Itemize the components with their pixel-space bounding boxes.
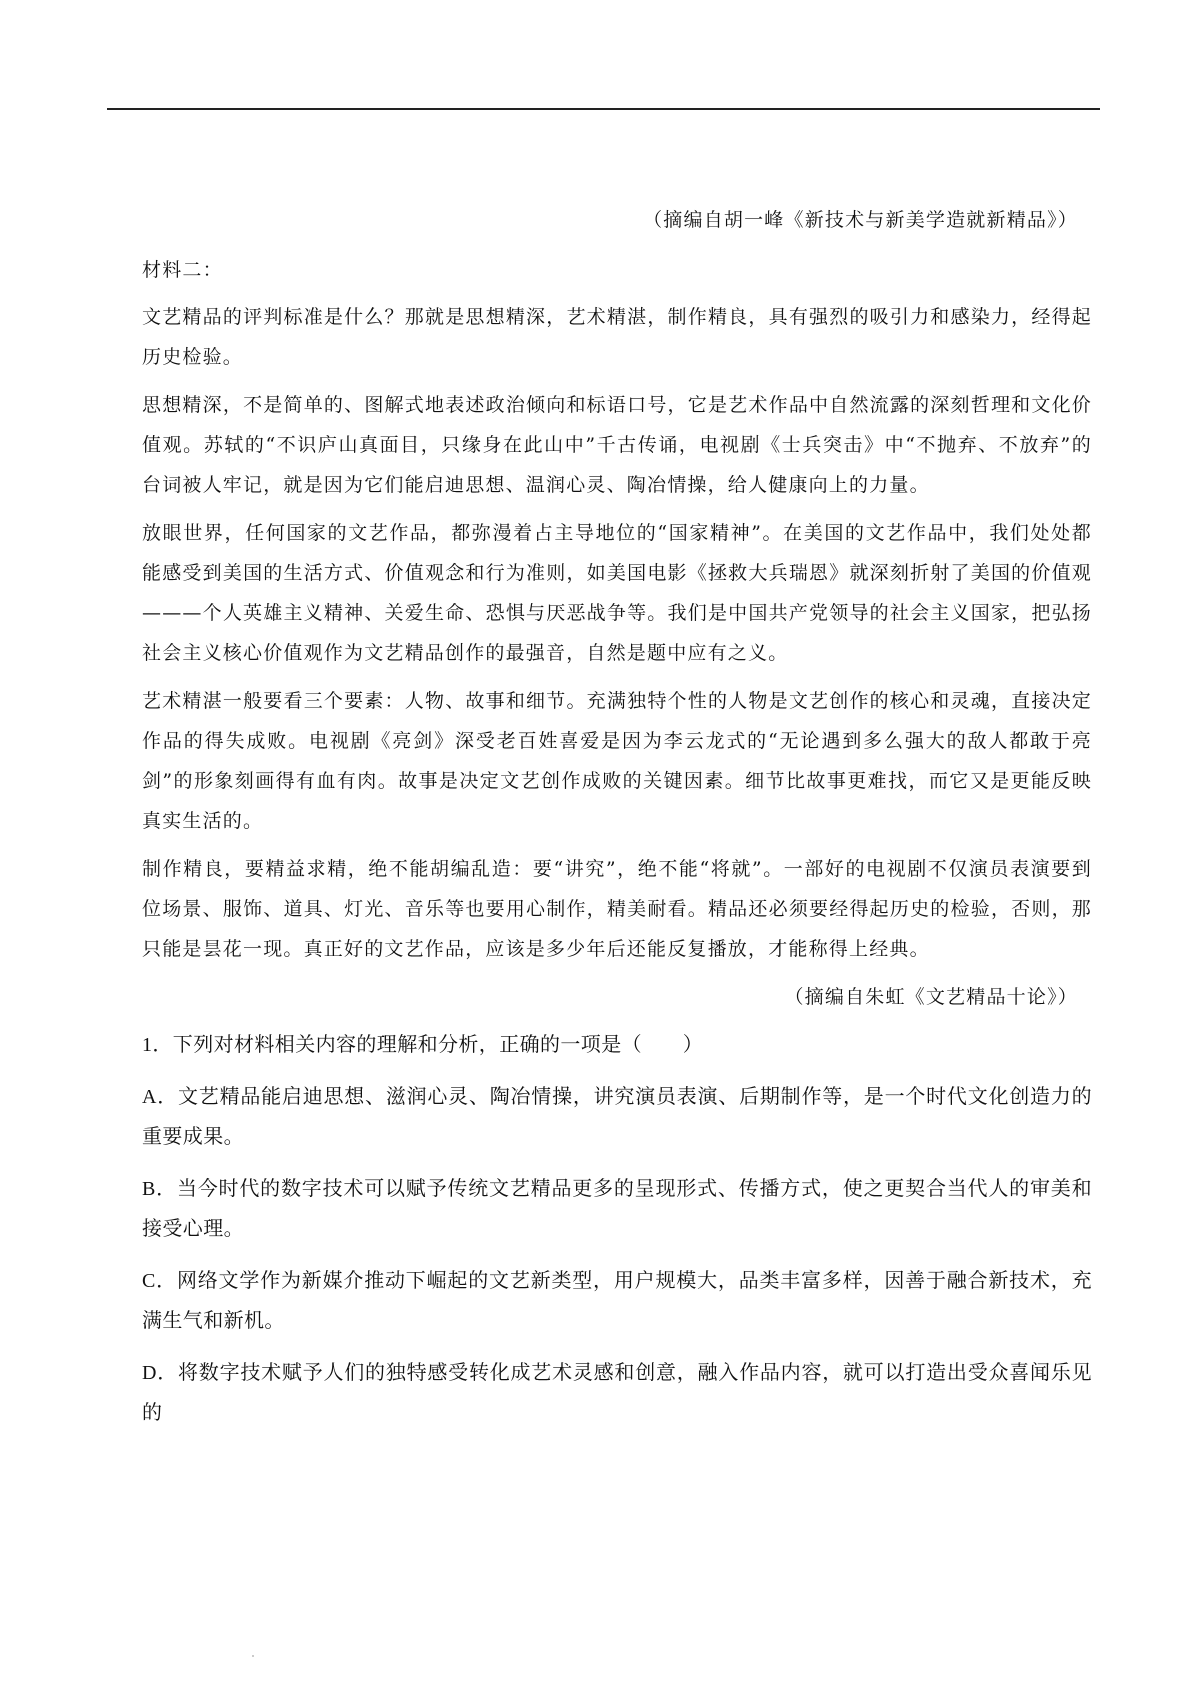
header-rule bbox=[107, 108, 1100, 110]
document-body bbox=[142, 200, 1092, 1445]
material-two-paragraph: 制作精良，要精益求精，绝不能胡编乱造：要“讲究”，绝不能“将就”。一部好的电视剧不仅演员表演要到位场景、服饰、道具、灯光、音乐等也要用心制作，精美耐看。精品还必须要经得起历史的检验，否则，那只能是昙花一现。真正好的文艺作品，应该是多少年后还能反复播放，才能称得上经典。 bbox=[142, 858, 1092, 960]
material-two-paragraph: 艺术精湛一般要看三个要素：人物、故事和细节。充满独特个性的人物是文艺创作的核心和灵魂，直接决定作品的得失成败。电视剧《亮剑》深受老百姓喜爱是因为李云龙式的“无论遇到多么强大的敌人都敢于亮剑”的形象刻画得有血有肉。故事是决定文艺创作成败的关键因素。细节比故事更难找，而它又是更能反映真实生活的。 bbox=[142, 690, 1092, 832]
material-one-source: （摘编自胡一峰《新技术与新美学造就新精品》） bbox=[643, 209, 1078, 231]
material-two-paragraph: 思想精深，不是简单的、图解式地表述政治倾向和标语口号，它是艺术作品中自然流露的深刻哲理和文化价值观。苏轼的“不识庐山真面目，只缘身在此山中”千古传诵，电视剧《士兵突击》中“不抛弃、不放弃”的台词被人牢记，就是因为它们能启迪思想、温润心灵、陶冶情操，给人健康向上的力量。 bbox=[142, 394, 1092, 496]
answer-option-d: D．将数字技术赋予人们的独特感受转化成艺术灵感和创意，融入作品内容，就可以打造出受众喜闻乐见的 bbox=[142, 1362, 1092, 1424]
material-two-paragraph: 文艺精品的评判标准是什么？那就是思想精深，艺术精湛，制作精良，具有强烈的吸引力和感染力，经得起历史检验。 bbox=[142, 306, 1092, 368]
question-one bbox=[142, 1025, 1092, 1433]
answer-option-b: B．当今时代的数字技术可以赋予传统文艺精品更多的呈现形式、传播方式，使之更契合当代人的审美和接受心理。 bbox=[142, 1178, 1092, 1240]
question-stem: 1．下列对材料相关内容的理解和分析，正确的一项是（ ） bbox=[142, 1034, 704, 1056]
answer-option-c: C．网络文学作为新媒介推动下崛起的文艺新类型，用户规模大，品类丰富多样，因善于融合新技术，充满生气和新机。 bbox=[142, 1270, 1092, 1332]
material-two-source: （摘编自朱虹《文艺精品十论》） bbox=[784, 986, 1078, 1008]
footer-mark bbox=[252, 1655, 254, 1657]
answer-option-a: A．文艺精品能启迪思想、滋润心灵、陶冶情操，讲究演员表演、后期制作等，是一个时代文化创造力的重要成果。 bbox=[142, 1086, 1092, 1148]
material-two-paragraph: 放眼世界，任何国家的文艺作品，都弥漫着占主导地位的“国家精神”。在美国的文艺作品中，我们处处都能感受到美国的生活方式、价值观念和行为准则，如美国电影《拯救大兵瑞恩》就深刻折射了美国的价值观———个人英雄主义精神、关爱生命、恐惧与厌恶战争等。我们是中国共产党领导的社会主义国家，把弘扬社会主义核心价值观作为文艺精品创作的最强音，自然是题中应有之义。 bbox=[142, 522, 1092, 664]
material-two-label: 材料二： bbox=[142, 259, 223, 281]
